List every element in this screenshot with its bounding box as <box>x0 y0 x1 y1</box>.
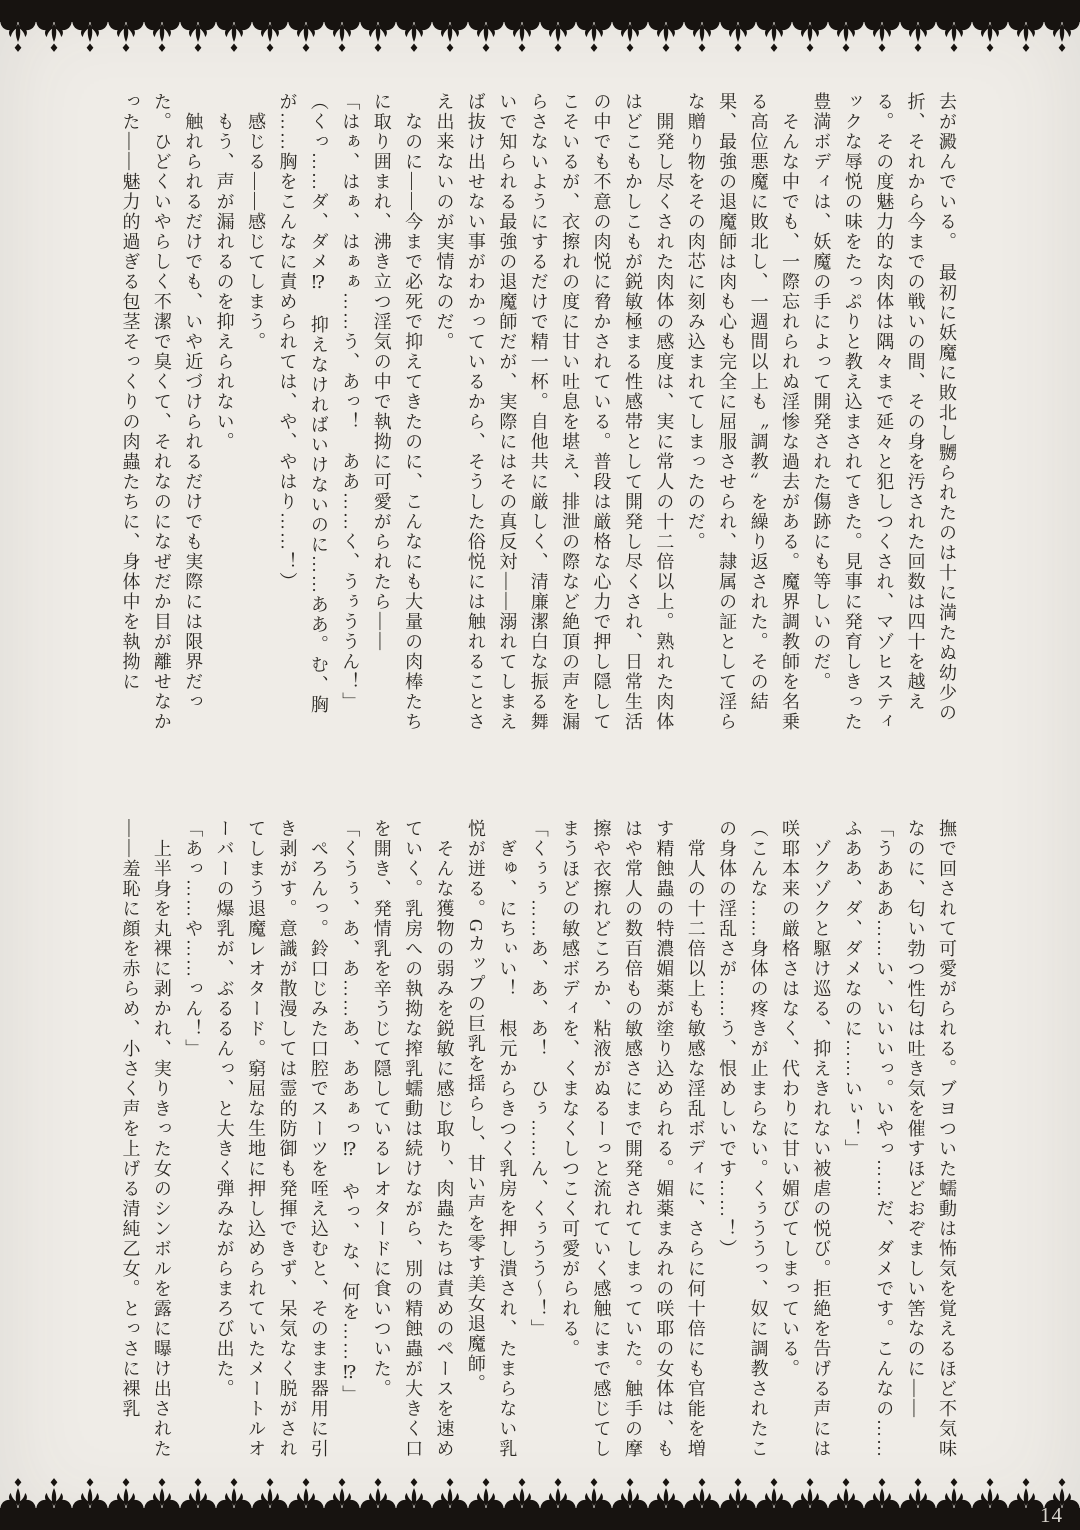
paragraph: 感じる――感じてしまう。 <box>246 92 267 352</box>
paragraph: 「くぅぅ……あ、あ、あ！ ひぅ……ん、くぅうう～！」 <box>528 819 549 1339</box>
paragraph: ぎゅ、にちぃい！ 根元からきつく乳房を押し潰され、たまらない乳悦が迸る。Gカップの巨乳を揺らし、甘い声を零す美女退魔師。 <box>465 819 518 1459</box>
paragraph: 開発し尽くされた肉体の感度は、実に常人の十二倍以上。熟れた肉体はどこもかしこもが鋭敏極まる性感帯として開発し尽くされ、日常生活の中でも不意の肉悦に脅かされている。普段は厳格な心力で押し隠してこそいるが、衣擦れの度に甘い吐息を堪え、排泄の際など絶頂の声を漏らさないようにするだけで精一杯。自他共に厳しく、清廉潔白な振る舞いで知られる最強の退魔師だが、実際にはその真反対――溺れてしまえば抜け出せない事がわかっているから、そうした俗悦には触れることさえ出来ないのが実情なのだ。 <box>434 92 675 732</box>
paragraph: 上半身を丸裸に剥かれ、実りきった女のシンボルを露に曝け出された――羞恥に顔を赤らめ、小さく声を上げる清純乙女。とっさに裸乳 <box>120 819 172 1459</box>
paragraph: 「あっ……や……っん！」 <box>183 819 204 1059</box>
paragraph: 「はぁ、はぁ、はぁぁ……う、あっ！ ああ……く、うぅううん！」 <box>340 92 361 712</box>
paragraph: 触れられるだけでも、いや近づけられるだけでも実際には限界だった。ひどくいやらしく不潔で臭くて、それなのになぜだか目が離せなかった――魅力的過ぎる包茎そっくりの肉蟲たちに、身体中を執拗に <box>120 92 204 732</box>
paragraph: ぺろんっ。鈴口じみた口腔でスーツを咥え込むと、そのまま器用に引き剥がす。意識が散漫しては霊的防御も発揮できず、呆気なく脱がされてしまう退魔レオタード。窮屈な生地に押し込められていたメートルオーバーの爆乳が、ぶるるんっ、と大きく弾みながらまろび出た。 <box>214 819 329 1459</box>
paragraph: 「うあああ……い、いいいっ。いやっ……だ、ダメです。こんなの……ふああ、ダ、ダメなのに……いぃ！」 <box>842 819 895 1459</box>
paragraph: そんな獲物の弱みを鋭敏に感じ取り、肉蟲たちは責めのペースを速めていく。乳房への執拗な搾乳蠕動は続けながら、別の精蝕蟲が大きく口を開き、発情乳を辛うじて隠しているレオタードに食いついた。 <box>371 819 455 1459</box>
paragraph: 去が澱んでいる。 最初に妖魔に敗北し嬲られたのは十に満たぬ幼少の折、それから今までの戦いの間、その身を汚された回数は四十を越える。その度魅力的な肉体は隅々まで延々と犯しつくされ、マゾヒスティックな辱悦の味をたっぷりと教え込まされてきた。見事に発育しきった豊満ボディは、妖魔の手によって開発された傷跡にも等しいのだ。 <box>811 92 957 732</box>
paragraph: （こんな……身体の疼きが止まらない。くぅううっ、奴に調教されたこの身体の淫乱さが……う、恨めしいです……！） <box>717 819 769 1459</box>
page-number: 14 <box>1040 1503 1063 1527</box>
fleur-de-lis-border-top <box>0 0 1080 58</box>
text-block-lower <box>110 819 962 1461</box>
text-block-upper <box>110 92 962 734</box>
paragraph: そんな中でも、一際忘れられぬ淫惨な過去がある。魔界調教師を名乗る高位悪魔に敗北し、一週間以上も〝調教〟を繰り返された。その結果、最強の退魔師は肉も心も完全に屈服させられ、隷属の証として淫らな贈り物をその肉芯に刻み込まれてしまったのだ。 <box>685 92 800 732</box>
paragraph: 常人の十二倍以上も敏感な淫乱ボディに、さらに何十倍にも官能を増す精蝕蟲の特濃媚薬が塗り込められる。媚薬まみれの咲耶の女体は、もはや常人の数百倍もの敏感さにまで開発されてしまっていた。触手の摩擦や衣擦れどころか、粘液がぬるーっと流れていく感触にまで感じてしまうほどの敏感ボディを、くまなくしつこく可愛がられる。 <box>560 819 706 1459</box>
fleur-de-lis-border-bottom <box>0 1472 1080 1530</box>
paragraph: （くっ……ダ、ダメ⁉ 抑えなければいけないのに……ああ。む、胸が……胸をこんなに責められては、や、やはり……！） <box>277 92 329 715</box>
paragraph: ゾクゾクと駆け巡る、抑えきれない被虐の悦び。拒絶を告げる声には咲耶本来の厳格さはなく、代わりに甘い媚びてしまっている。 <box>779 819 832 1459</box>
paragraph: なのに――今まで必死で抑えてきたのに、こんなにも大量の肉棒たちに取り囲まれ、沸き立つ淫気の中で執拗に可愛がられたら―― <box>371 92 424 732</box>
paragraph: 「くうぅ、あ、あ……あ、ああぁっ⁉ やっ、な、何を……⁉」 <box>340 819 361 1405</box>
paragraph: 撫で回されて可愛がられる。ブヨついた蠕動は怖気を覚えるほど不気味なのに、匂い勃つ性匂は吐き気を催すほどおぞましい筈なのに―― <box>905 819 957 1459</box>
paragraph: もう、声が漏れるのを抑えられない。 <box>214 92 235 452</box>
